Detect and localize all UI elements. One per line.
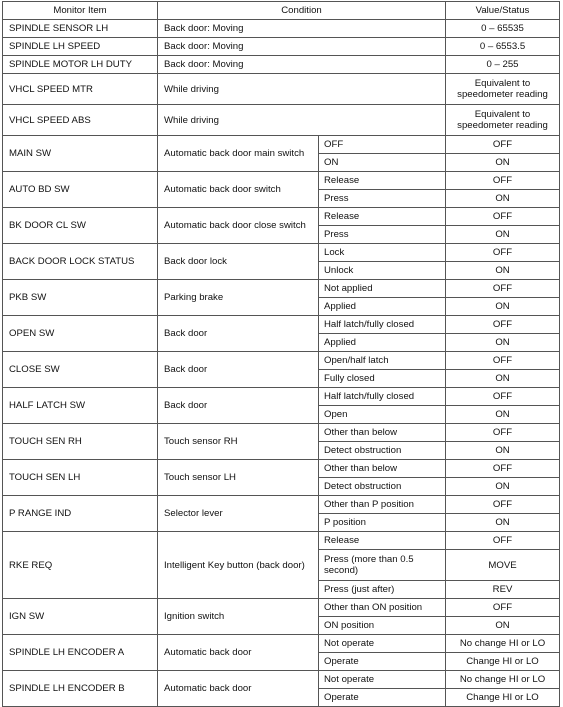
value-status-cell	[446, 635, 560, 653]
condition-cell: Automatic back door close switch	[158, 208, 319, 244]
monitor-item-cell: IGN SW	[3, 599, 158, 635]
condition-detail-cell: Press (more than 0.5 second)	[319, 550, 446, 581]
condition-detail-cell: Applied	[319, 298, 446, 316]
value-status-text: ON	[495, 301, 510, 312]
table-row	[3, 496, 560, 514]
monitor-item-cell: BK DOOR CL SW	[3, 208, 158, 244]
monitor-item-cell: VHCL SPEED MTR	[3, 74, 158, 105]
monitor-item-cell: PKB SW	[3, 280, 158, 316]
value-status-text: Equivalent to speedometer reading	[457, 109, 548, 131]
value-status-text: OFF	[492, 211, 513, 222]
condition-detail-cell: Half latch/fully closed	[319, 388, 446, 406]
condition-detail-cell: Release	[319, 532, 446, 550]
value-status-cell	[446, 280, 560, 298]
condition-detail-cell: ON position	[319, 617, 446, 635]
value-status-text: REV	[492, 584, 513, 595]
monitor-table	[2, 1, 560, 707]
value-status-cell	[446, 689, 560, 707]
condition-detail-cell: Unlock	[319, 262, 446, 280]
condition-detail-cell: Other than P position	[319, 496, 446, 514]
table-row	[3, 671, 560, 689]
table-row	[3, 20, 560, 38]
condition-detail-cell: ON	[319, 154, 446, 172]
value-status-cell	[446, 172, 560, 190]
condition-cell: Selector lever	[158, 496, 319, 532]
table-row	[3, 460, 560, 478]
table-row	[3, 352, 560, 370]
value-status-cell	[446, 599, 560, 617]
value-status-text: OFF	[492, 602, 513, 613]
table-row	[3, 244, 560, 262]
value-status-cell	[446, 550, 560, 581]
header-value-status: Value/Status	[446, 2, 560, 20]
condition-detail-cell: Half latch/fully closed	[319, 316, 446, 334]
condition-detail-cell: Open/half latch	[319, 352, 446, 370]
value-status-cell	[446, 226, 560, 244]
condition-detail-cell: Open	[319, 406, 446, 424]
value-status-cell	[446, 136, 560, 154]
monitor-item-cell: CLOSE SW	[3, 352, 158, 388]
header-condition: Condition	[158, 2, 446, 20]
value-status-cell	[446, 352, 560, 370]
value-status-text: ON	[495, 481, 510, 492]
value-status-cell	[446, 478, 560, 496]
condition-detail-cell: Press	[319, 226, 446, 244]
value-status-text: ON	[495, 157, 510, 168]
condition-cell: Touch sensor LH	[158, 460, 319, 496]
table-row	[3, 424, 560, 442]
value-status-cell	[446, 20, 560, 38]
monitor-item-cell: SPINDLE MOTOR LH DUTY	[3, 56, 158, 74]
value-status-text: ON	[495, 265, 510, 276]
condition-detail-cell: P position	[319, 514, 446, 532]
table-row	[3, 316, 560, 334]
value-status-cell	[446, 496, 560, 514]
table-row	[3, 38, 560, 56]
value-status-cell	[446, 154, 560, 172]
value-status-text: OFF	[492, 283, 513, 294]
value-status-text: OFF	[492, 355, 513, 366]
condition-detail-cell: Lock	[319, 244, 446, 262]
condition-cell: Back door lock	[158, 244, 319, 280]
table-row	[3, 208, 560, 226]
value-status-text: Change HI or LO	[466, 692, 539, 703]
monitor-item-cell: TOUCH SEN LH	[3, 460, 158, 496]
table-row	[3, 74, 560, 105]
value-status-cell	[446, 105, 560, 136]
monitor-item-cell: BACK DOOR LOCK STATUS	[3, 244, 158, 280]
value-status-text: No change HI or LO	[459, 674, 546, 685]
monitor-item-cell: MAIN SW	[3, 136, 158, 172]
value-status-cell	[446, 442, 560, 460]
condition-cell: Parking brake	[158, 280, 319, 316]
condition-detail-cell: Release	[319, 208, 446, 226]
value-status-cell	[446, 406, 560, 424]
value-status-text: Change HI or LO	[466, 656, 539, 667]
condition-cell: Automatic back door switch	[158, 172, 319, 208]
monitor-item-cell: OPEN SW	[3, 316, 158, 352]
condition-cell: Ignition switch	[158, 599, 319, 635]
condition-cell: Back door	[158, 388, 319, 424]
value-status-cell	[446, 208, 560, 226]
table-row	[3, 280, 560, 298]
value-status-cell	[446, 334, 560, 352]
condition-cell: While driving	[158, 74, 446, 105]
value-status-text: OFF	[492, 427, 513, 438]
table-row	[3, 56, 560, 74]
monitor-item-cell: SPINDLE SENSOR LH	[3, 20, 158, 38]
condition-detail-cell: Press (just after)	[319, 581, 446, 599]
condition-detail-cell: Detect obstruction	[319, 442, 446, 460]
value-status-text: No change HI or LO	[459, 638, 546, 649]
table-row	[3, 136, 560, 154]
value-status-text: OFF	[492, 247, 513, 258]
condition-cell: Back door: Moving	[158, 56, 446, 74]
value-status-cell	[446, 532, 560, 550]
value-status-cell	[446, 424, 560, 442]
value-status-text: 0 – 65535	[481, 23, 524, 34]
table-row	[3, 105, 560, 136]
condition-detail-cell: Detect obstruction	[319, 478, 446, 496]
condition-detail-cell: Not operate	[319, 635, 446, 653]
condition-detail-cell: Operate	[319, 653, 446, 671]
monitor-item-cell: AUTO BD SW	[3, 172, 158, 208]
table-row	[3, 172, 560, 190]
table-header-row	[3, 2, 560, 20]
condition-detail-cell: Applied	[319, 334, 446, 352]
value-status-text: MOVE	[488, 559, 517, 571]
value-status-text: ON	[495, 193, 510, 204]
monitor-item-cell: VHCL SPEED ABS	[3, 105, 158, 136]
condition-cell: Intelligent Key button (back door)	[158, 532, 319, 599]
condition-cell: Automatic back door	[158, 671, 319, 707]
value-status-text: 0 – 255	[486, 59, 519, 70]
value-status-text: ON	[495, 373, 510, 384]
value-status-text: OFF	[492, 139, 513, 150]
monitor-item-cell: SPINDLE LH ENCODER B	[3, 671, 158, 707]
condition-detail-cell: OFF	[319, 136, 446, 154]
value-status-text: OFF	[492, 319, 513, 330]
value-status-cell	[446, 298, 560, 316]
table-row	[3, 532, 560, 550]
value-status-cell	[446, 460, 560, 478]
condition-cell: Back door: Moving	[158, 20, 446, 38]
table-body	[3, 20, 560, 707]
value-status-text: Equivalent to speedometer reading	[457, 78, 548, 100]
value-status-cell	[446, 38, 560, 56]
monitor-item-cell: TOUCH SEN RH	[3, 424, 158, 460]
condition-cell: Touch sensor RH	[158, 424, 319, 460]
value-status-cell	[446, 74, 560, 105]
condition-detail-cell: Operate	[319, 689, 446, 707]
value-status-cell	[446, 56, 560, 74]
header-monitor-item: Monitor Item	[3, 2, 158, 20]
condition-detail-cell: Other than ON position	[319, 599, 446, 617]
condition-cell: While driving	[158, 105, 446, 136]
value-status-cell	[446, 316, 560, 334]
value-status-cell	[446, 388, 560, 406]
value-status-text: ON	[495, 337, 510, 348]
condition-cell: Back door	[158, 316, 319, 352]
value-status-cell	[446, 581, 560, 599]
monitor-item-cell: SPINDLE LH ENCODER A	[3, 635, 158, 671]
table-row	[3, 635, 560, 653]
value-status-text: 0 – 6553.5	[479, 41, 526, 52]
condition-cell: Automatic back door main switch	[158, 136, 319, 172]
monitor-item-cell: RKE REQ	[3, 532, 158, 599]
value-status-text: ON	[495, 409, 510, 420]
value-status-cell	[446, 262, 560, 280]
value-status-text: ON	[495, 445, 510, 456]
condition-cell: Back door: Moving	[158, 38, 446, 56]
value-status-text: OFF	[492, 391, 513, 402]
condition-detail-cell: Not operate	[319, 671, 446, 689]
value-status-text: OFF	[492, 499, 513, 510]
value-status-text: ON	[495, 620, 510, 631]
monitor-item-cell: P RANGE IND	[3, 496, 158, 532]
condition-detail-cell: Release	[319, 172, 446, 190]
value-status-cell	[446, 370, 560, 388]
condition-detail-cell: Other than below	[319, 424, 446, 442]
monitor-item-cell: SPINDLE LH SPEED	[3, 38, 158, 56]
value-status-text: OFF	[492, 463, 513, 474]
table-row	[3, 388, 560, 406]
value-status-cell	[446, 190, 560, 208]
condition-detail-cell: Fully closed	[319, 370, 446, 388]
condition-detail-cell: Press	[319, 190, 446, 208]
value-status-text: ON	[495, 517, 510, 528]
value-status-text: ON	[495, 229, 510, 240]
value-status-cell	[446, 653, 560, 671]
value-status-cell	[446, 671, 560, 689]
monitor-item-cell: HALF LATCH SW	[3, 388, 158, 424]
table-row	[3, 599, 560, 617]
value-status-text: OFF	[492, 535, 513, 546]
condition-cell: Back door	[158, 352, 319, 388]
value-status-text: OFF	[492, 175, 513, 186]
condition-cell: Automatic back door	[158, 635, 319, 671]
value-status-cell	[446, 244, 560, 262]
condition-detail-cell: Other than below	[319, 460, 446, 478]
condition-detail-cell: Not applied	[319, 280, 446, 298]
value-status-cell	[446, 617, 560, 635]
value-status-cell	[446, 514, 560, 532]
